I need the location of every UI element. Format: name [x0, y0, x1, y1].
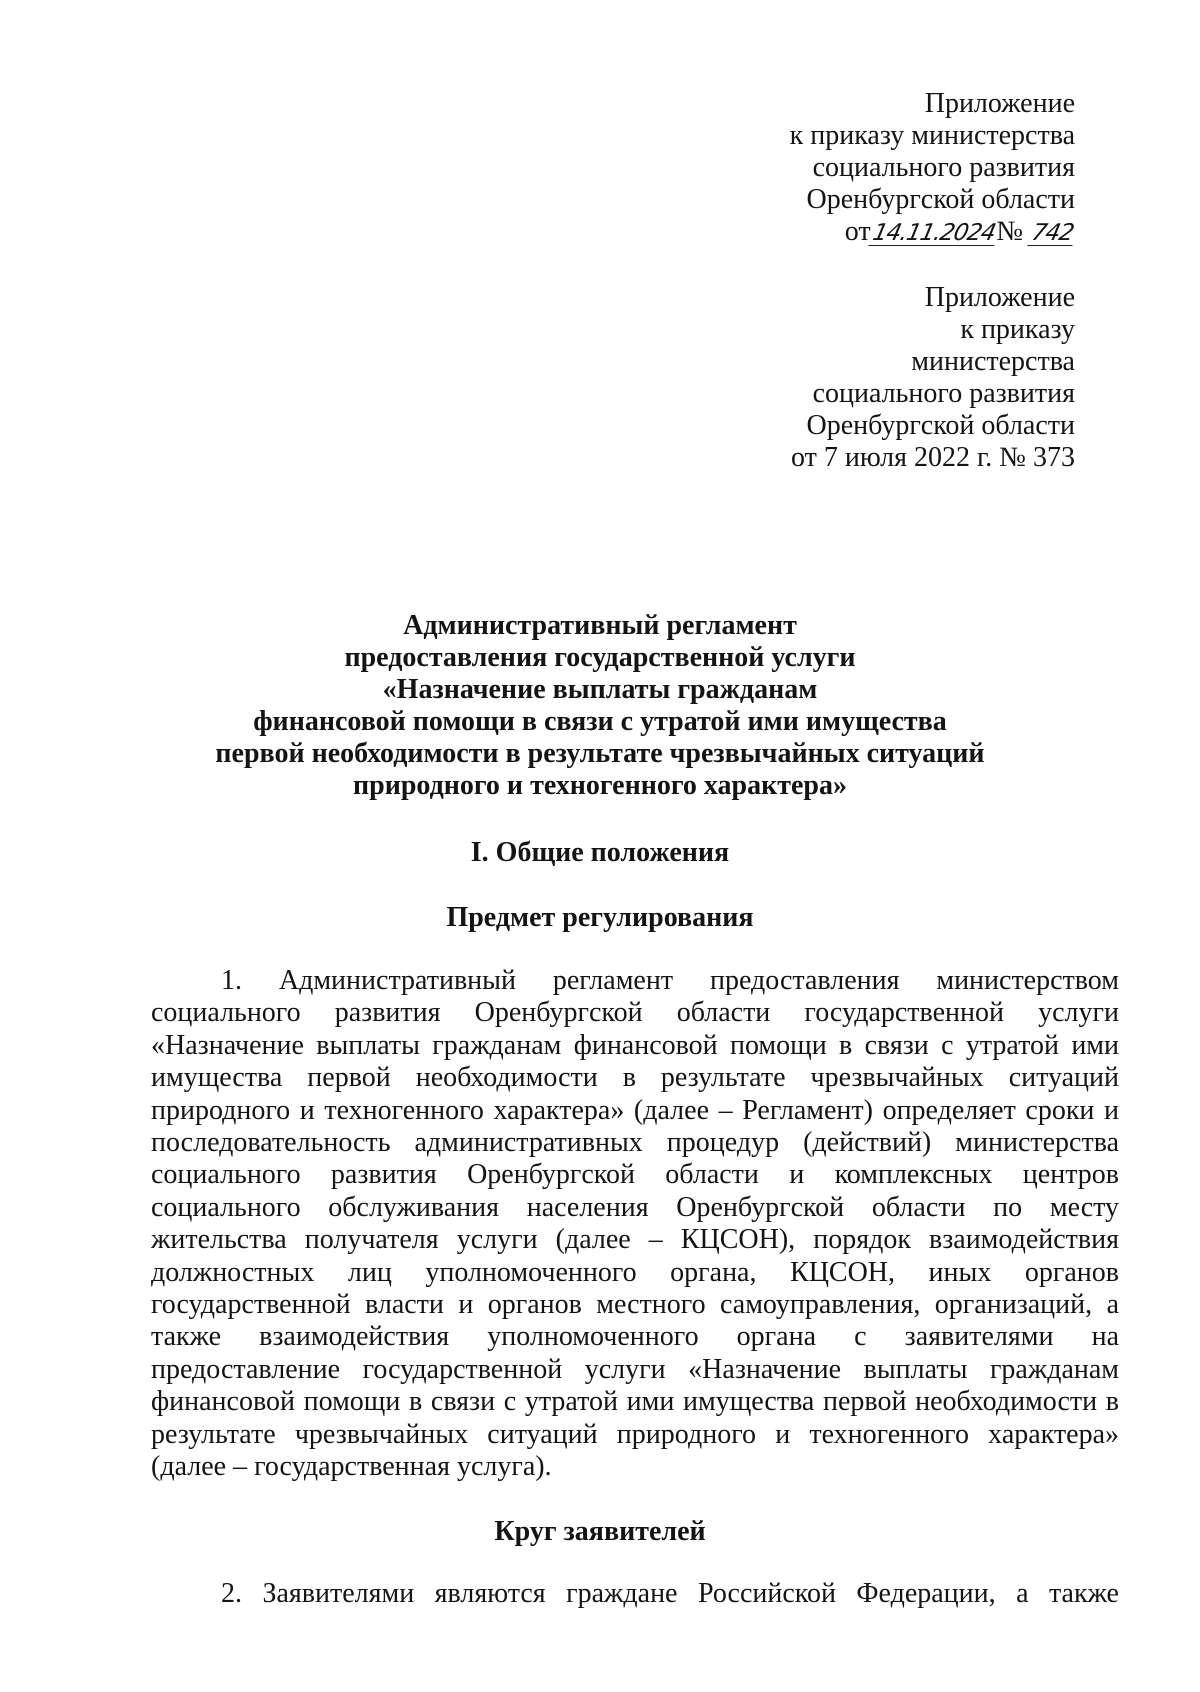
- title-line: Административный регламент: [403, 610, 797, 641]
- paragraph-1-text: 1. Административный регламент предоставления министерством социального развития Оренбургской области государственной услуги «Назначение выплаты гражданам финансовой помощи в связи с утратой ими имущества первой необходимости в результате чрезвычайных ситуаций природного и техногенного характера» (далее – Регламент) определяет сроки и последовательность административных процедур (действий) министерства социального развития Оренбургской области и комплексных центров социального обслуживания населения Оренбургской области по месту жительства получателя услуги (далее – КЦСОН), порядок взаимодействия должностных лиц уполномоченного органа, КЦСОН, иных органов государственной власти и органов местного самоуправления, организаций, а также взаимодействия уполномоченного органа с заявителями на предоставление государственной услуги «Назначение выплаты гражданам финансовой помощи в связи с утратой ими имущества первой необходимости в результате чрезвычайных ситуаций природного и техногенного характера» (далее – государственная услуга).: [151, 965, 1119, 1483]
- handwritten-date: 14.11.2024: [870, 220, 998, 246]
- approval-line: Приложение: [924, 282, 1075, 313]
- handwritten-number: 742: [1029, 220, 1076, 246]
- date-prefix: от: [844, 216, 871, 247]
- number-sign: №: [996, 216, 1024, 247]
- document-title: [150, 610, 1050, 802]
- title-line: финансовой помощи в связи с утратой ими имущества: [253, 706, 947, 737]
- title-line: первой необходимости в результате чрезвычайных ситуаций: [215, 738, 985, 769]
- approval-line: к приказу министерства: [789, 120, 1075, 151]
- title-line: «Назначение выплаты гражданам: [382, 674, 818, 705]
- paragraph-2-text: 2. Заявителями являются граждане Российской Федерации, а также: [221, 1578, 1119, 1609]
- approval-line: министерства: [911, 346, 1075, 377]
- approval-line: Оренбургской области: [806, 410, 1075, 441]
- approval-line: социального развития: [812, 378, 1075, 409]
- approval-line: от 7 июля 2022 г. № 373: [791, 442, 1075, 473]
- paragraph-2: [151, 1578, 1119, 1610]
- approval-line: социального развития: [812, 152, 1075, 183]
- paragraph-1: [151, 965, 1119, 1484]
- section-heading: I. Общие положения: [470, 837, 730, 868]
- approval-line: Приложение: [924, 88, 1075, 119]
- subsection-heading-subject: Предмет регулирования: [446, 902, 754, 933]
- approval-block-current: [790, 88, 1075, 248]
- title-line: предоставления государственной услуги: [344, 642, 856, 673]
- subsection-heading-applicants: Круг заявителей: [494, 1516, 706, 1547]
- title-line: природного и техногенного характера»: [353, 770, 847, 801]
- approval-date-line: [790, 216, 1075, 248]
- approval-block-original: [791, 282, 1075, 474]
- approval-line: к приказу: [960, 314, 1075, 345]
- approval-line: Оренбургской области: [806, 184, 1075, 215]
